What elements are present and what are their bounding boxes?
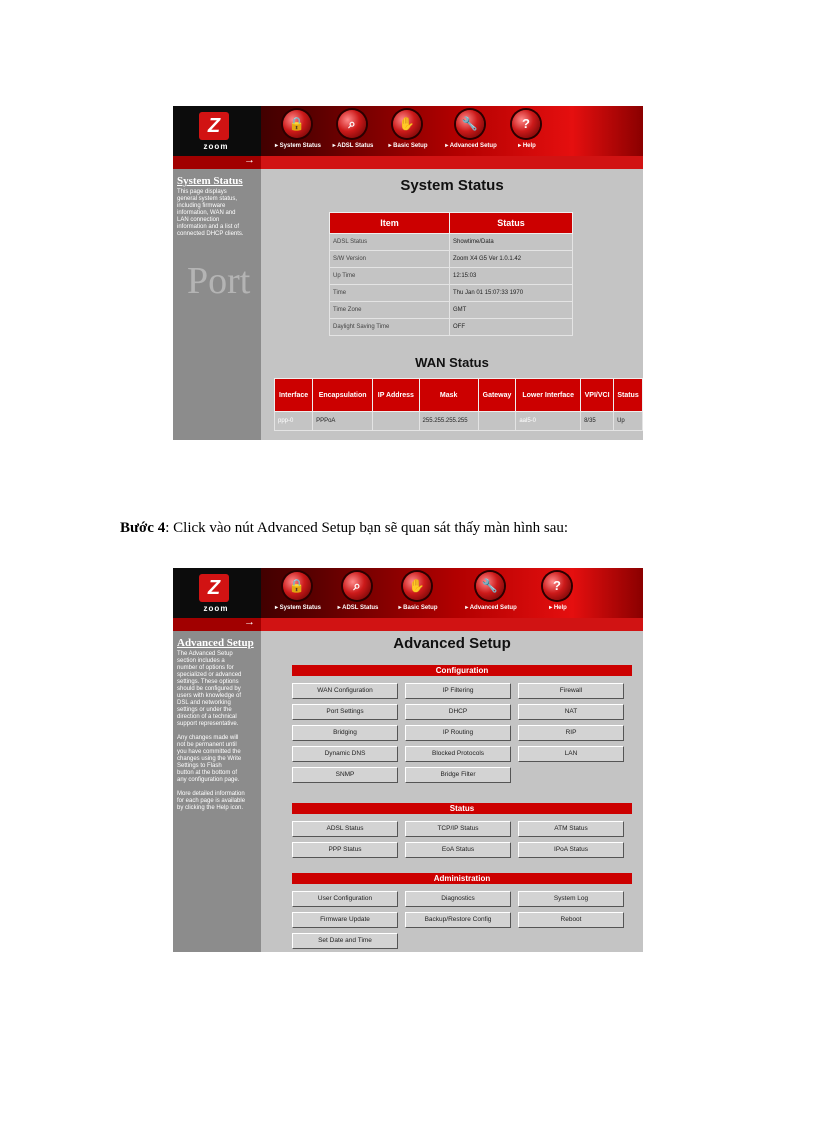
column-header: Mask: [419, 379, 478, 412]
red-strip: [261, 618, 643, 631]
step-text: : Click vào nút Advanced Setup bạn sẽ quan sát thấy màn hình sau:: [165, 520, 569, 536]
zoom-logo-icon: Z: [199, 112, 229, 140]
table-row: [330, 302, 573, 319]
column-header: Encapsulation: [313, 379, 373, 412]
status-cell: Thu Jan 01 15:07:33 1970: [450, 285, 573, 302]
table-cell: Up: [614, 412, 643, 431]
top-nav-bar: [173, 568, 643, 618]
nav-label: ▸ Basic Setup: [398, 605, 438, 611]
table-cell: PPPoA: [313, 412, 373, 431]
ip-routing-button[interactable]: IP Routing: [405, 725, 511, 741]
logo-text: zoom: [203, 142, 229, 151]
page-title: Advanced Setup: [393, 635, 511, 652]
nav-label: ▸ Help: [549, 605, 567, 611]
status-cell: 12:15:03: [450, 268, 573, 285]
diagnostics-button[interactable]: Diagnostics: [405, 891, 511, 907]
logo-text: zoom: [203, 604, 229, 613]
column-header: Item: [330, 213, 450, 234]
nav-label: ▸ Advanced Setup: [445, 143, 497, 149]
watermark: Port: [187, 260, 251, 302]
sidebar-title[interactable]: System Status: [177, 175, 243, 187]
nav-label: ▸ ADSL Status: [332, 143, 374, 149]
page-title: System Status: [400, 177, 504, 194]
table-row: [330, 285, 573, 302]
configuration-section-header: Configuration: [292, 665, 632, 676]
status-cell: Showtime/Data: [450, 234, 573, 251]
main-panel: [261, 631, 643, 952]
wan-status-table: [274, 378, 643, 431]
nav-label: ▸ System Status: [274, 143, 322, 149]
backup-restore-config-button[interactable]: Backup/Restore Config: [405, 912, 511, 928]
sidebar: [173, 169, 261, 440]
wrench-icon: 🔧: [456, 110, 484, 138]
item-cell: S/W Version: [330, 251, 450, 268]
nav-label: ▸ System Status: [274, 605, 322, 611]
lan-button[interactable]: LAN: [518, 746, 624, 762]
bridging-button[interactable]: Bridging: [292, 725, 398, 741]
bridge-filter-button[interactable]: Bridge Filter: [405, 767, 511, 783]
zoom-logo: [173, 568, 261, 618]
column-header: Lower Interface: [516, 379, 581, 412]
column-header: IP Address: [373, 379, 419, 412]
port-settings-button[interactable]: Port Settings: [292, 704, 398, 720]
table-cell: [478, 412, 516, 431]
main-panel: [261, 169, 643, 440]
lower-interface-link[interactable]: aal5-0: [516, 412, 581, 431]
table-row: [275, 412, 643, 431]
sidebar-title[interactable]: Advanced Setup: [177, 637, 254, 649]
table-row: [330, 319, 573, 336]
sidebar-description: The Advanced Setup section includes a number of options for specialized or advanced settings. These options should be configured by users with knowledge of DSL and networking settings or under the direction of a technical support representative. Any changes made will not be permanent until you have committed the changes using the Write Settings to Flash button at the bottom of any configuration page. More detailed information for each page is available by clicking the Help icon.: [177, 651, 246, 811]
table-row: [330, 234, 573, 251]
item-cell: ADSL Status: [330, 234, 450, 251]
system-status-screenshot: [173, 106, 643, 440]
magnifier-icon: ⌕: [343, 572, 371, 600]
top-nav-bar: [173, 106, 643, 156]
wan-status-title: WAN Status: [415, 355, 489, 370]
sidebar: [173, 631, 261, 952]
arrow-strip: [173, 156, 261, 169]
reboot-button[interactable]: Reboot: [518, 912, 624, 928]
nat-button[interactable]: NAT: [518, 704, 624, 720]
firmware-update-button[interactable]: Firmware Update: [292, 912, 398, 928]
dynamic-dns-button[interactable]: Dynamic DNS: [292, 746, 398, 762]
ppp-status-button[interactable]: PPP Status: [292, 842, 398, 858]
table-cell: [373, 412, 419, 431]
advanced-setup-screenshot: [173, 568, 643, 952]
status-cell: GMT: [450, 302, 573, 319]
item-cell: Up Time: [330, 268, 450, 285]
hand-icon: ✋: [403, 572, 431, 600]
administration-section-header: Administration: [292, 873, 632, 884]
column-header: Status: [450, 213, 573, 234]
nav-label: ▸ Advanced Setup: [465, 605, 517, 611]
arrow-strip: [173, 618, 261, 631]
nav-label: ▸ Help: [518, 143, 536, 149]
firewall-button[interactable]: Firewall: [518, 683, 624, 699]
system-status-table: [329, 212, 573, 336]
wan-configuration-button[interactable]: WAN Configuration: [292, 683, 398, 699]
status-section-header: Status: [292, 803, 632, 814]
table-cell: 255.255.255.255: [419, 412, 478, 431]
item-cell: Time Zone: [330, 302, 450, 319]
nav-help[interactable]: [487, 108, 567, 154]
zoom-logo-icon: Z: [199, 574, 229, 602]
status-cell: Zoom X4 G5 Ver 1.0.1.42: [450, 251, 573, 268]
atm-status-button[interactable]: ATM Status: [518, 821, 624, 837]
step-label: Bước 4: [120, 520, 166, 536]
item-cell: Time: [330, 285, 450, 302]
dhcp-button[interactable]: DHCP: [405, 704, 511, 720]
ip-filtering-button[interactable]: IP Filtering: [405, 683, 511, 699]
column-header: Gateway: [478, 379, 516, 412]
snmp-button[interactable]: SNMP: [292, 767, 398, 783]
column-header: VPI/VCI: [581, 379, 614, 412]
adsl-status-button[interactable]: ADSL Status: [292, 821, 398, 837]
table-row: [330, 268, 573, 285]
lock-icon: 🔒: [283, 110, 311, 138]
zoom-logo: [173, 106, 261, 156]
lock-icon: 🔒: [283, 572, 311, 600]
system-log-button[interactable]: System Log: [518, 891, 624, 907]
nav-label: ▸ ADSL Status: [337, 605, 379, 611]
table-cell: 8/35: [581, 412, 614, 431]
table-row: [330, 251, 573, 268]
rip-button[interactable]: RIP: [518, 725, 624, 741]
ipoa-status-button[interactable]: IPoA Status: [518, 842, 624, 858]
nav-label: ▸ Basic Setup: [388, 143, 428, 149]
column-header: Interface: [275, 379, 313, 412]
nav-basic-setup[interactable]: [378, 570, 458, 616]
wrench-icon: 🔧: [476, 572, 504, 600]
user-configuration-button[interactable]: User Configuration: [292, 891, 398, 907]
help-icon: ?: [543, 572, 571, 600]
nav-help[interactable]: [518, 570, 598, 616]
sidebar-description: This page displays general system status, including firmware information, WAN and LAN connection information and a list of connected DHCP clients.: [177, 189, 244, 237]
set-date-time-button[interactable]: Set Date and Time: [292, 933, 398, 949]
red-strip: [261, 156, 643, 169]
column-header: Status: [614, 379, 643, 412]
status-cell: OFF: [450, 319, 573, 336]
item-cell: Daylight Saving Time: [330, 319, 450, 336]
eoa-status-button[interactable]: EoA Status: [405, 842, 511, 858]
hand-icon: ✋: [393, 110, 421, 138]
interface-link[interactable]: ppp-0: [275, 412, 313, 431]
step-caption: [120, 520, 568, 537]
blocked-protocols-button[interactable]: Blocked Protocols: [405, 746, 511, 762]
magnifier-icon: ⌕: [338, 110, 366, 138]
help-icon: ?: [512, 110, 540, 138]
tcpip-status-button[interactable]: TCP/IP Status: [405, 821, 511, 837]
